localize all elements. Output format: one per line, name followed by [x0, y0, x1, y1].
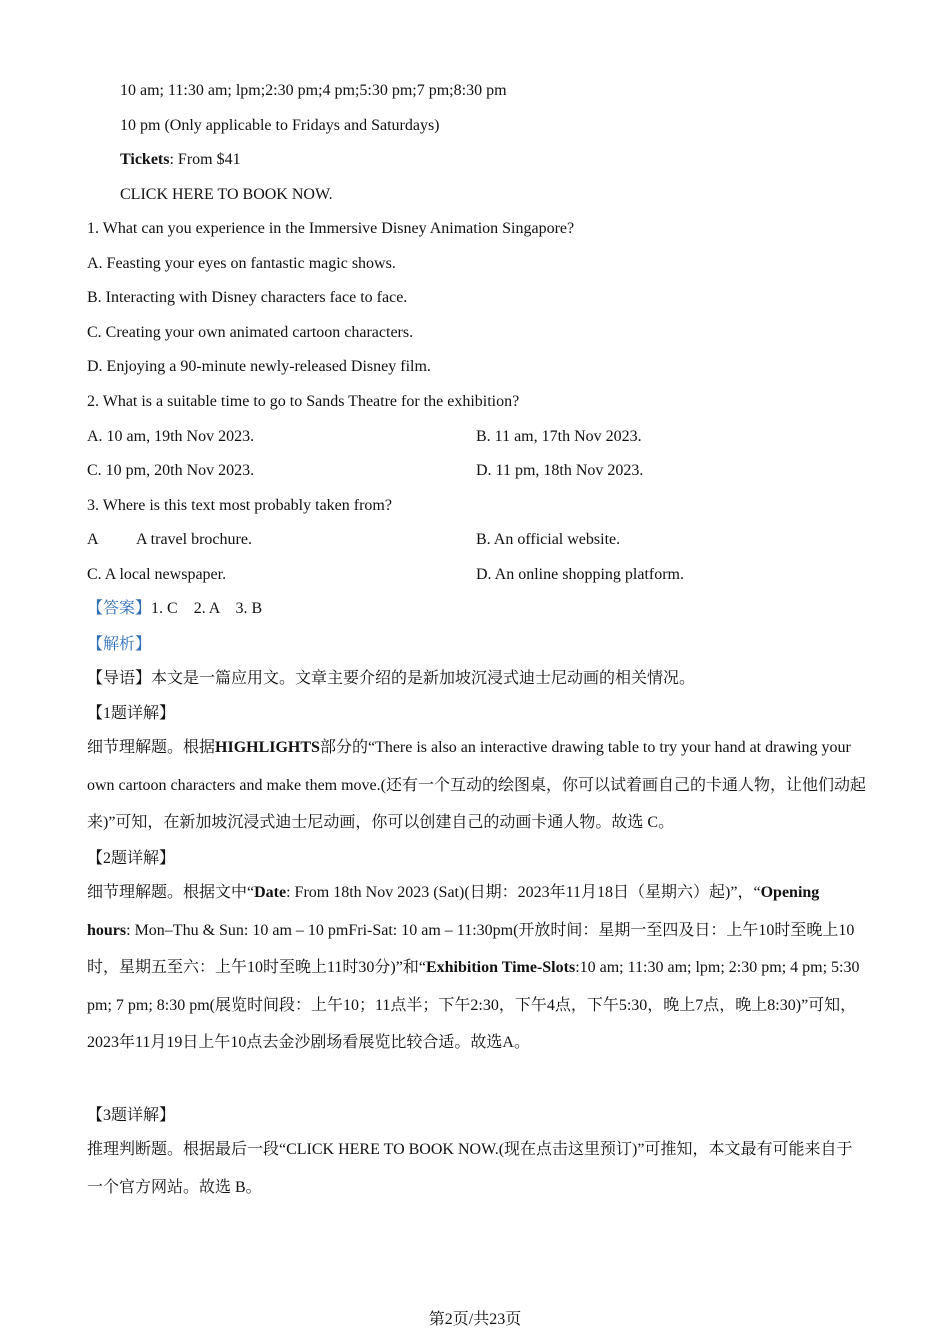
q2-option-b: B. 11 am, 17th Nov 2023.	[476, 428, 642, 445]
tickets-value: : From $41	[169, 151, 241, 168]
question-3: 3. Where is this text most probably taken from?	[87, 497, 392, 514]
q1-option-a: A. Feasting your eyes on fantastic magic shows.	[87, 255, 396, 272]
q2-option-c: C. 10 pm, 20th Nov 2023.	[87, 462, 255, 479]
answer-label: 【答案】	[87, 600, 152, 617]
q3-option-c: C. A local newspaper.	[87, 566, 227, 583]
q1-option-d: D. Enjoying a 90-minute newly-released Disney film.	[87, 358, 431, 375]
q3-option-a: A travel brochure.	[136, 531, 252, 548]
q1-detail-paragraph	[87, 729, 867, 842]
tickets-label: Tickets	[120, 151, 170, 168]
time-slots: 10 am; 11:30 am; lpm;2:30 pm;4 pm;5:30 pm;7 pm;8:30 pm	[120, 82, 507, 99]
q1-detail-heading: 【1题详解】	[87, 705, 176, 722]
book-now-text: CLICK HERE TO BOOK NOW.	[120, 186, 333, 203]
q1-option-c: C. Creating your own animated cartoon characters.	[87, 324, 414, 341]
intro-text: 本文是一篇应用文。文章主要介绍的是新加坡沉浸式迪士尼动画的相关情况。	[151, 670, 696, 687]
q1-option-b: B. Interacting with Disney characters face to face.	[87, 289, 408, 306]
q2-slots-bold: Exhibition Time-Slots	[425, 959, 576, 977]
analysis-label: 【解析】	[87, 636, 152, 653]
q3-option-b: B. An official website.	[476, 531, 621, 548]
q3-detail-heading: 【3题详解】	[87, 1107, 176, 1124]
late-slot: 10 pm (Only applicable to Fridays and Saturdays)	[120, 117, 440, 134]
q3-detail-paragraph: 推理判断题。根据最后一段“CLICK HERE TO BOOK NOW.(现在点击这里预订)”可推知，本文最有可能来自于一个官方网站。故选 B。	[87, 1141, 853, 1196]
q2-detail-heading: 【2题详解】	[87, 850, 176, 867]
q2-detail-text-b: : From 18th Nov 2023 (Sat)(日期：2023年11月18日（星期六）起)”，“	[286, 884, 761, 901]
question-1: 1. What can you experience in the Immersive Disney Animation Singapore?	[87, 220, 575, 237]
page-footer: 第2页/共23页	[428, 1311, 522, 1328]
q2-detail-text-c: : Mon–Thu & Sun: 10 am – 10 pmFri-Sat: 10 am – 11:30pm(开放时间：星期一至四及日：上午10时至晚上10时，星期五至六：上午10时至晚上11时30分)”和“	[87, 921, 855, 977]
q2-detail-text-d: :10 am; 11:30 am; lpm; 2:30 pm; 4 pm; 5:30 pm; 7 pm; 8:30 pm(展览时间段：上午10；11点半；下午2:30，下午4点，下午5:30，晚上7点，晚上8:30)”可知，2023年11月19日上午10点去金沙剧场看展览比较合适。故选A。	[87, 959, 860, 1052]
tickets-line	[120, 150, 241, 170]
q2-date-bold: Date	[254, 884, 287, 901]
intro-label: 【导语】	[87, 670, 152, 687]
q2-detail-paragraph	[87, 874, 862, 1062]
answer-value: 1. C 2. A 3. B	[151, 600, 263, 617]
q2-option-a: A. 10 am, 19th Nov 2023.	[87, 428, 255, 445]
q1-detail-bold: HIGHLIGHTS	[215, 739, 320, 756]
answer-line	[87, 599, 262, 619]
q2-detail-text-a: 细节理解题。根据文中“	[87, 884, 255, 901]
q2-option-d: D. 11 pm, 18th Nov 2023.	[476, 462, 644, 479]
question-2: 2. What is a suitable time to go to Sands Theatre for the exhibition?	[87, 393, 520, 410]
intro-line	[87, 669, 695, 689]
q1-detail-text-a: 细节理解题。根据	[87, 739, 216, 756]
q3-option-d: D. An online shopping platform.	[476, 566, 684, 583]
q3-option-a-letter: A	[87, 531, 99, 548]
q1-detail-text-b: 部分的“There is also an interactive drawing table to try your hand at drawing your own cartoon characters and make them move.(还有一个互动的绘图桌，你可以试着画自己的卡通人物，让他们动起来)”可知，在新加坡沉浸式迪士尼动画，你可以创建自己的动画卡通人物。故选 C。	[87, 739, 866, 832]
q2-hours-bold: Opening hours	[87, 884, 820, 939]
